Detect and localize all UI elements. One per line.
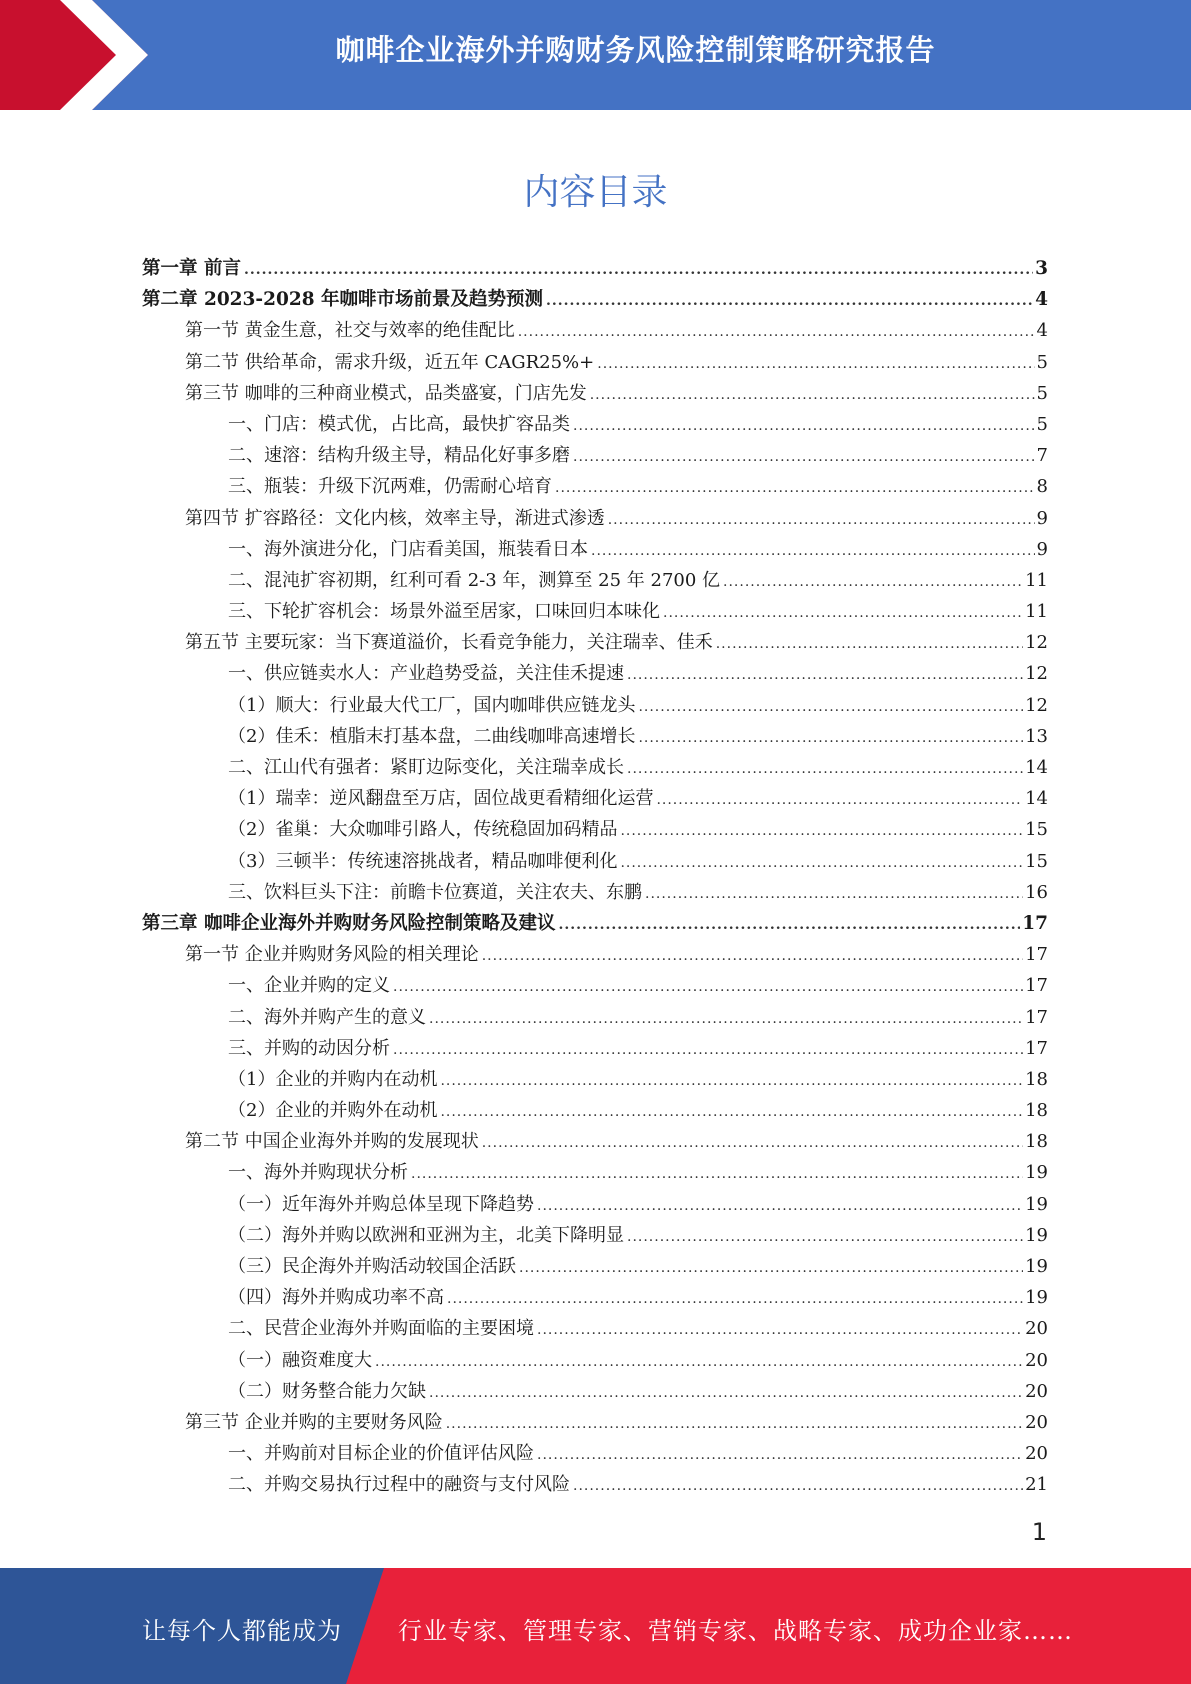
toc-leader-dots [645, 879, 1023, 910]
toc-entry-title: 第一章 前言 [142, 258, 241, 279]
footer-slogan-right: 行业专家、管理专家、营销专家、战略专家、成功企业家…… [398, 1617, 1073, 1645]
toc-leader-dots [627, 660, 1023, 691]
toc-page-number: 19 [1025, 1224, 1048, 1246]
toc-entry-title: （一）近年海外并购总体呈现下降趋势 [228, 1193, 534, 1215]
toc-page-number: 5 [1036, 413, 1048, 435]
toc-entry-title: 二、速溶：结构升级主导，精品化好事多磨 [228, 445, 570, 467]
toc-entry[interactable] [142, 284, 1048, 315]
toc-entry-title: （1）瑞幸：逆风翻盘至万店，固位战更看精细化运营 [228, 788, 654, 810]
toc-page-number: 5 [1036, 351, 1048, 373]
toc-page-number: 17 [1025, 1037, 1048, 1059]
toc-leader-dots [627, 1222, 1023, 1253]
toc-entry-title: 第四节 扩容路径：文化内核，效率主导，渐进式渗透 [185, 507, 605, 529]
toc-page-number: 9 [1036, 507, 1048, 529]
toc-entry[interactable] [142, 970, 1048, 1001]
toc-entry[interactable] [142, 1064, 1048, 1095]
toc-entry[interactable] [142, 658, 1048, 689]
toc-entry-title: （2）企业的并购外在动机 [228, 1100, 438, 1122]
toc-entry[interactable] [142, 877, 1048, 908]
toc-leader-dots [546, 286, 1033, 317]
toc-page-number: 18 [1025, 1100, 1048, 1122]
toc-leader-dots [723, 567, 1023, 598]
toc-entry-title: 三、并购的动因分析 [228, 1037, 390, 1059]
toc-leader-dots [393, 972, 1023, 1003]
toc-page-number: 20 [1025, 1380, 1048, 1402]
toc-leader-dots [518, 317, 1035, 348]
page-number: 1 [1031, 1518, 1047, 1546]
toc-page-number: 17 [1022, 912, 1048, 934]
toc-entry-title: 一、海外并购现状分析 [228, 1162, 408, 1184]
toc-heading: 内容目录 [523, 172, 668, 213]
toc-entry-title: 二、并购交易执行过程中的融资与支付风险 [228, 1474, 570, 1496]
toc-entry-title: 一、并购前对目标企业的价值评估风险 [228, 1443, 534, 1465]
toc-leader-dots [620, 848, 1023, 879]
toc-entry-title: 二、海外并购产生的意义 [228, 1006, 426, 1028]
toc-entry-title: 三、瓶装：升级下沉两难，仍需耐心培育 [228, 476, 552, 498]
toc-entry-title: 三、饮料巨头下注：前瞻卡位赛道，关注农夫、东鹏 [228, 881, 642, 903]
toc-entry-title: （3）三顿半：传统速溶挑战者，精品咖啡便利化 [228, 850, 618, 872]
toc-page-number: 20 [1025, 1349, 1048, 1371]
toc-page-number: 12 [1025, 694, 1048, 716]
toc-page-number: 14 [1025, 788, 1048, 810]
toc-leader-dots [573, 411, 1035, 442]
toc-entry[interactable] [142, 1220, 1048, 1251]
toc-entry[interactable] [142, 347, 1048, 378]
toc-entry-title: 第五节 主要玩家：当下赛道溢价，长看竞争能力，关注瑞幸、佳禾 [185, 632, 713, 654]
toc-leader-dots [446, 1409, 1023, 1440]
toc-entry[interactable] [142, 440, 1048, 471]
toc-entry-title: 第一节 企业并购财务风险的相关理论 [185, 944, 479, 966]
toc-entry[interactable] [142, 1282, 1048, 1313]
toc-entry-title: 一、门店：模式优，占比高，最快扩容品类 [228, 413, 570, 435]
toc-entry[interactable] [142, 1189, 1048, 1220]
toc-entry[interactable] [142, 565, 1048, 596]
toc-page-number: 12 [1025, 663, 1048, 685]
toc-entry[interactable] [142, 1407, 1048, 1438]
toc-entry-title: 第二节 中国企业海外并购的发展现状 [185, 1131, 479, 1153]
toc-entry-title: 二、民营企业海外并购面临的主要困境 [228, 1318, 534, 1340]
toc-leader-dots [537, 1191, 1023, 1222]
toc-entry[interactable] [142, 752, 1048, 783]
toc-leader-dots [440, 1066, 1023, 1097]
toc-page-number: 3 [1035, 258, 1048, 279]
toc-entry[interactable] [142, 315, 1048, 346]
toc-leader-dots [656, 785, 1023, 816]
toc-entry-title: （一）融资难度大 [228, 1349, 372, 1371]
toc-page-number: 12 [1025, 632, 1048, 654]
toc-entry-title: 第三章 咖啡企业海外并购财务风险控制策略及建议 [142, 912, 556, 934]
report-title: 咖啡企业海外并购财务风险控制策略研究报告 [335, 33, 936, 67]
toc-page-number: 14 [1025, 757, 1048, 778]
toc-page-number: 17 [1025, 944, 1048, 966]
toc-page-number: 15 [1025, 850, 1048, 872]
toc-entry-title: 第二节 供给革命，需求升级，近五年 CAGR25%+ [185, 351, 595, 373]
toc-page-number: 11 [1025, 569, 1048, 591]
toc-leader-dots [638, 692, 1023, 723]
toc-leader-dots [482, 941, 1023, 972]
toc-page-number: 4 [1035, 289, 1048, 311]
toc-entry-title: 第三节 咖啡的三种商业模式，品类盛宴，门店先发 [185, 382, 587, 404]
toc-entry[interactable] [142, 1126, 1048, 1157]
toc-page-number: 20 [1025, 1318, 1048, 1340]
toc-page-number: 13 [1025, 725, 1048, 747]
toc-leader-dots [573, 442, 1035, 473]
toc-entry[interactable] [142, 908, 1048, 939]
toc-leader-dots [375, 1347, 1023, 1378]
toc-page-number: 19 [1025, 1193, 1048, 1215]
toc-entry[interactable] [142, 1251, 1048, 1282]
toc-page-number: 18 [1025, 1068, 1048, 1090]
toc-leader-dots [716, 629, 1023, 660]
toc-entry-title: 一、海外演进分化，门店看美国，瓶装看日本 [228, 538, 588, 560]
toc-leader-dots [555, 473, 1035, 504]
toc-page-number: 16 [1025, 881, 1048, 903]
toc-leader-dots [573, 1471, 1023, 1502]
toc-page-number: 17 [1025, 975, 1048, 997]
toc-leader-dots [627, 754, 1023, 785]
toc-entry-title: 第二章 2023-2028 年咖啡市场前景及趋势预测 [142, 289, 544, 311]
toc-entry[interactable] [142, 596, 1048, 627]
toc-entry[interactable] [142, 1002, 1048, 1033]
toc-entry[interactable] [142, 253, 1048, 284]
toc-page-number: 19 [1025, 1287, 1048, 1309]
toc-page-number: 7 [1036, 445, 1048, 467]
toc-leader-dots [393, 1035, 1023, 1066]
toc-entry[interactable] [142, 783, 1048, 814]
toc-entry[interactable] [142, 1157, 1048, 1188]
toc-page-number: 15 [1025, 819, 1048, 841]
toc-entry[interactable] [142, 1376, 1048, 1407]
toc-leader-dots [558, 910, 1020, 941]
toc-entry[interactable] [142, 534, 1048, 565]
toc-entry-title: （三）民企海外并购活动较国企活跃 [228, 1256, 516, 1277]
toc-entry[interactable] [142, 1469, 1048, 1500]
toc-leader-dots [447, 1284, 1023, 1315]
toc-leader-dots [244, 255, 1033, 286]
toc-entry-title: 一、企业并购的定义 [228, 975, 390, 997]
toc-entry[interactable] [142, 690, 1048, 721]
toc-entry-title: （1）顺大：行业最大代工厂，国内咖啡供应链龙头 [228, 694, 636, 716]
toc-page-number: 19 [1025, 1256, 1048, 1277]
toc-entry[interactable] [142, 814, 1048, 845]
toc-entry-title: （四）海外并购成功率不高 [228, 1287, 444, 1309]
toc-entry-title: 二、江山代有强者：紧盯边际变化，关注瑞幸成长 [228, 757, 624, 778]
toc-leader-dots [608, 505, 1035, 536]
toc-entry-title: （2）雀巢：大众咖啡引路人，传统稳固加码精品 [228, 819, 618, 841]
toc-entry[interactable] [142, 1438, 1048, 1469]
toc-entry[interactable] [142, 1345, 1048, 1376]
toc-page-number: 18 [1025, 1131, 1048, 1153]
toc-entry-title: （二）财务整合能力欠缺 [228, 1380, 426, 1402]
toc-entry[interactable] [142, 1033, 1048, 1064]
toc-page-number: 4 [1036, 320, 1048, 342]
toc-page-number: 5 [1036, 382, 1048, 404]
toc-entry-title: 二、混沌扩容初期，红利可看 2-3 年，测算至 25 年 2700 亿 [228, 569, 721, 591]
toc-entry[interactable] [142, 409, 1048, 440]
toc-entry[interactable] [142, 503, 1048, 534]
toc-entry[interactable] [142, 627, 1048, 658]
toc-leader-dots [429, 1378, 1023, 1409]
header-banner [0, 0, 1191, 110]
toc-leader-dots [482, 1128, 1023, 1159]
toc-page-number: 11 [1025, 601, 1048, 623]
toc-entry-title: 第一节 黄金生意，社交与效率的绝佳配比 [185, 320, 515, 342]
toc-leader-dots [537, 1315, 1023, 1346]
toc-leader-dots [590, 380, 1035, 411]
toc-page-number: 8 [1036, 476, 1048, 498]
toc-entry[interactable] [142, 471, 1048, 502]
toc-leader-dots [663, 598, 1023, 629]
toc-entry-title: （二）海外并购以欧洲和亚洲为主，北美下降明显 [228, 1224, 624, 1246]
toc-page-number: 9 [1036, 538, 1048, 560]
footer-slogan-left: 让每个人都能成为 [142, 1617, 342, 1645]
toc-leader-dots [519, 1253, 1023, 1284]
toc-entry[interactable] [142, 846, 1048, 877]
toc-entry[interactable] [142, 1313, 1048, 1344]
toc-entry[interactable] [142, 721, 1048, 752]
toc-leader-dots [591, 536, 1035, 567]
toc-leader-dots [429, 1004, 1023, 1035]
toc-page-number: 20 [1025, 1411, 1048, 1433]
toc-entry-title: 一、供应链卖水人：产业趋势受益，关注佳禾提速 [228, 663, 624, 685]
toc-page-number: 20 [1025, 1443, 1048, 1465]
toc-leader-dots [537, 1440, 1023, 1471]
toc-entry[interactable] [142, 939, 1048, 970]
toc-entry-title: （1）企业的并购内在动机 [228, 1068, 438, 1090]
toc-page-number: 17 [1025, 1006, 1048, 1028]
toc-leader-dots [638, 723, 1023, 754]
toc-entry-title: 第三节 企业并购的主要财务风险 [185, 1411, 443, 1433]
toc-page-number: 19 [1025, 1162, 1048, 1184]
toc-leader-dots [440, 1097, 1023, 1128]
table-of-contents [142, 253, 1048, 1501]
toc-entry[interactable] [142, 378, 1048, 409]
footer-banner [0, 1568, 1191, 1684]
toc-leader-dots [620, 816, 1023, 847]
toc-page-number: 21 [1025, 1474, 1048, 1496]
toc-leader-dots [411, 1159, 1023, 1190]
toc-entry-title: （2）佳禾：植脂末打基本盘，二曲线咖啡高速增长 [228, 725, 636, 747]
toc-leader-dots [597, 349, 1034, 380]
toc-entry-title: 三、下轮扩容机会：场景外溢至居家，口味回归本味化 [228, 601, 660, 623]
toc-entry[interactable] [142, 1095, 1048, 1126]
red-chevron-icon [0, 0, 160, 110]
